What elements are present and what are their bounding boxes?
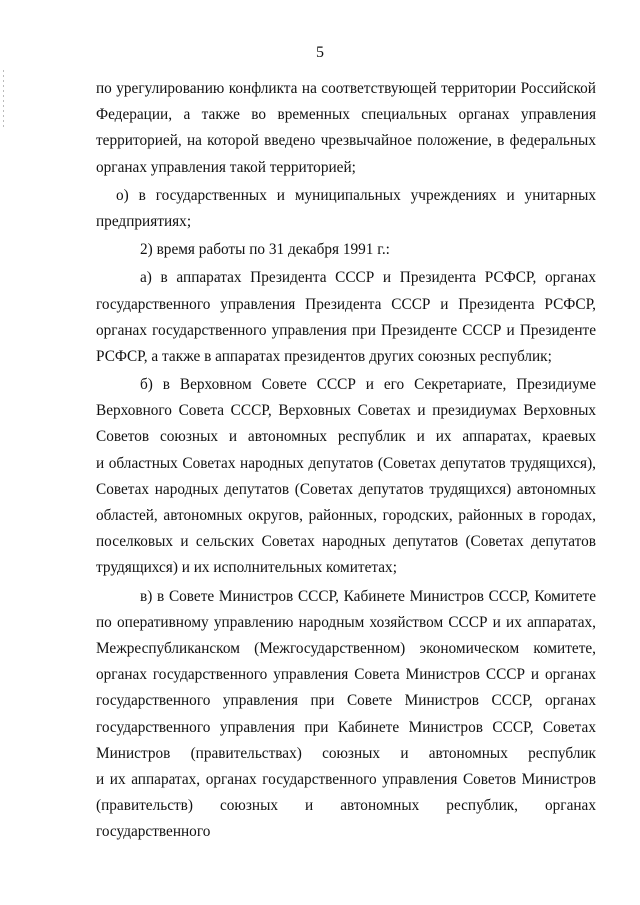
- text-line: по оперативному управлению народным хозяйством СССР и их аппаратах,: [96, 613, 596, 631]
- text-line: и областных Советах народных депутатов (Советах депутатов трудящихся),: [96, 454, 596, 472]
- text-line: областей, автономных округов, районных, городских, районных в городах,: [96, 507, 596, 524]
- paragraph-item-b: [96, 372, 596, 582]
- text-line: б) в Верховном Совете СССР и его Секретариате, Президиуме: [140, 376, 596, 394]
- paragraph-item-o: [96, 183, 596, 235]
- scan-edge-mark: [3, 70, 4, 130]
- text-line: органах управления такой территорией;: [96, 158, 356, 176]
- text-line: и их аппаратах, органах государственного управления Советов Министров: [96, 770, 596, 788]
- text-line: РСФСР, а также в аппаратах президентов других союзных республик;: [96, 347, 552, 365]
- text-line: Министров (правительствах) союзных и автономных республик: [96, 744, 596, 762]
- text-line: Межреспубликанском (Межгосударственном) экономическом комитете,: [96, 639, 596, 657]
- text-line: по урегулированию конфликта на соответствующей территории Российской: [96, 80, 596, 97]
- text-line: государственного управления Президента СССР и Президента РСФСР,: [96, 295, 596, 313]
- page-number: 5: [316, 44, 324, 61]
- paragraph-item-v: [96, 584, 596, 841]
- text-line: Верховного Совета СССР, Верховных Советах и президиумах Верховных: [96, 402, 596, 420]
- paragraph-section-2: [96, 237, 596, 263]
- text-line: а) в аппаратах Президента СССР и Президента РСФСР, органах: [140, 269, 596, 287]
- text-line: органах государственного управления при Президенте СССР и Президенте: [96, 321, 596, 339]
- text-line: Советов союзных и автономных республик и их аппаратах, краевых: [96, 428, 596, 446]
- text-line: органах государственного управления Совета Министров СССР и органах: [96, 666, 596, 684]
- document-body: [96, 76, 596, 841]
- text-line: в) в Совете Министров СССР, Кабинете Министров СССР, Комитете: [140, 587, 596, 605]
- text-line: 2) время работы по 31 декабря 1991 г.:: [140, 241, 390, 259]
- text-line: предприятиях;: [96, 212, 192, 230]
- text-line: поселковых и сельских Советах народных депутатов (Советах депутатов: [96, 533, 596, 551]
- text-line: государственного управления при Кабинете Министров СССР, Советах: [96, 718, 596, 736]
- text-line: территорией, на которой введено чрезвычайное положение, в федеральных: [96, 132, 596, 150]
- paragraph-continuation: [96, 76, 596, 181]
- text-line: (правительств) союзных и автономных республик, органах государственного: [96, 797, 596, 841]
- text-line: трудящихся) и их исполнительных комитетах;: [96, 559, 397, 577]
- text-line: Советах народных депутатов (Советах депутатов трудящихся) автономных: [96, 480, 596, 498]
- paragraph-item-a: [96, 265, 596, 370]
- text-line: о) в государственных и муниципальных учреждениях и унитарных: [116, 186, 596, 204]
- text-line: Федерации, а также во временных специальных органах управления: [96, 106, 596, 124]
- text-line: государственного управления при Совете Министров СССР, органах: [96, 692, 596, 710]
